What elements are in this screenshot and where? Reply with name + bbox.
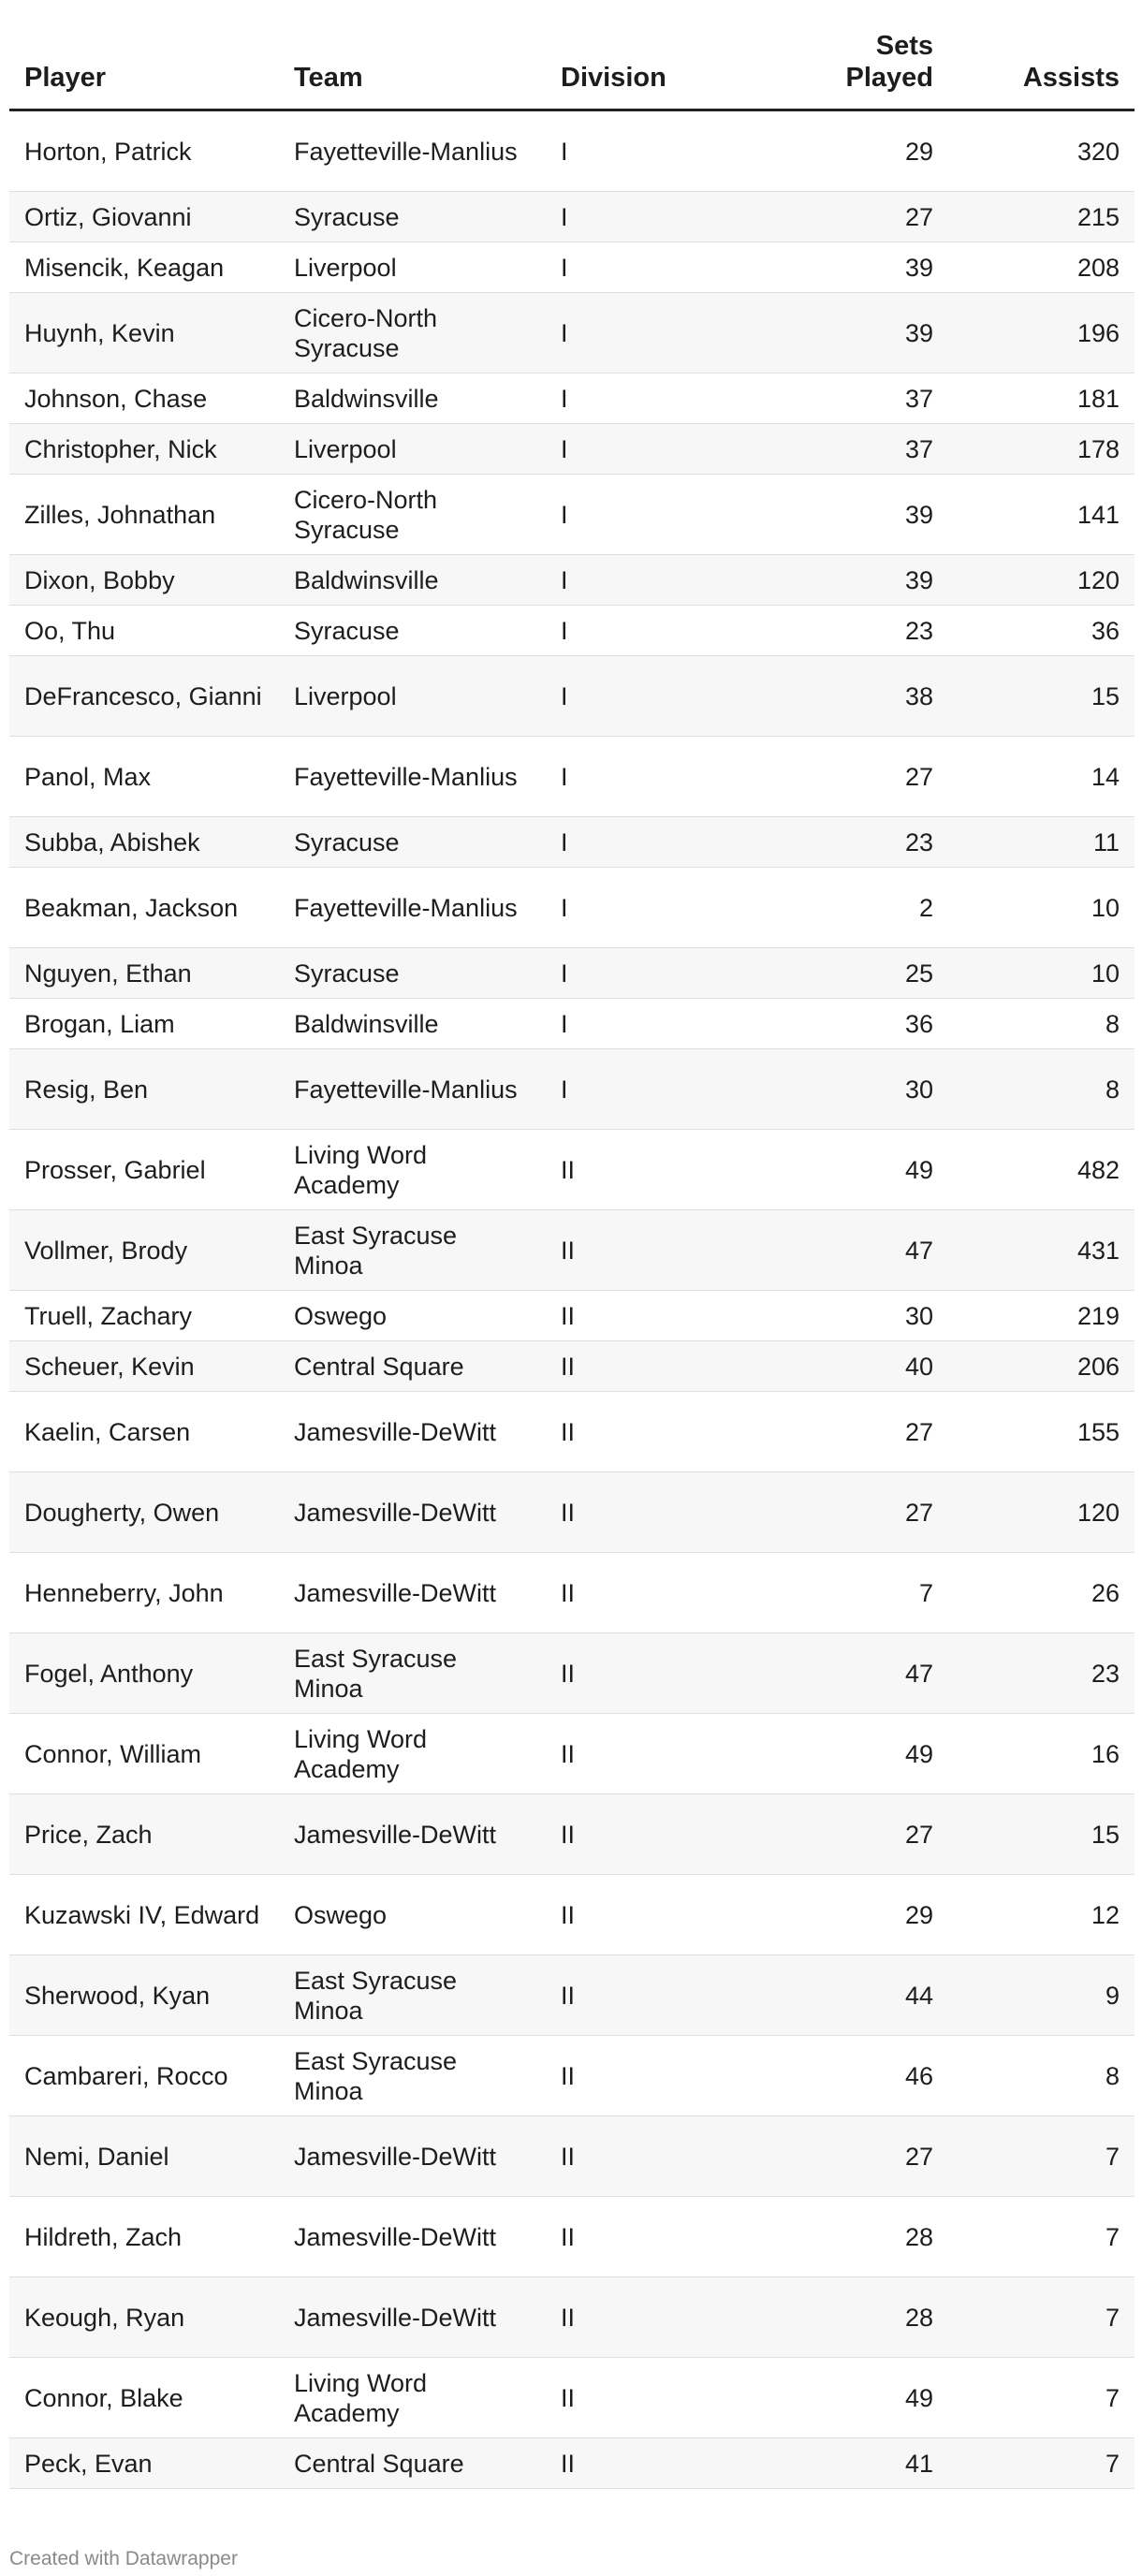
header-sets-played-label: Sets Played [845, 31, 933, 93]
cell-division: II [546, 1875, 761, 1955]
cell-division: I [546, 373, 761, 424]
cell-division: I [546, 293, 761, 373]
table-row [9, 999, 1135, 1049]
table-row [9, 1553, 1135, 1633]
cell-sets-played: 38 [761, 656, 948, 737]
cell-sets-played: 7 [761, 1553, 948, 1633]
cell-sets-played: 27 [761, 1794, 948, 1875]
cell-assists: 10 [948, 948, 1135, 999]
cell-assists: 155 [948, 1392, 1135, 1472]
table-row [9, 868, 1135, 948]
cell-division: I [546, 110, 761, 192]
cell-division: II [546, 1714, 761, 1794]
cell-team: Jamesville-DeWitt [279, 1392, 546, 1472]
cell-player: Kaelin, Carsen [9, 1392, 279, 1472]
cell-assists: 7 [948, 2277, 1135, 2358]
cell-player: Nguyen, Ethan [9, 948, 279, 999]
cell-assists: 15 [948, 1794, 1135, 1875]
cell-player: Dixon, Bobby [9, 555, 279, 606]
cell-team: Cicero-North Syracuse [279, 475, 546, 555]
cell-assists: 7 [948, 2358, 1135, 2438]
table-row [9, 2438, 1135, 2489]
cell-player: Peck, Evan [9, 2438, 279, 2489]
cell-player: Misencik, Keagan [9, 242, 279, 293]
cell-assists: 7 [948, 2116, 1135, 2197]
cell-team: Living Word Academy [279, 1714, 546, 1794]
table-row [9, 1714, 1135, 1794]
cell-sets-played: 29 [761, 1875, 948, 1955]
cell-team: Oswego [279, 1875, 546, 1955]
cell-sets-played: 30 [761, 1291, 948, 1341]
cell-sets-played: 41 [761, 2438, 948, 2489]
cell-player: Keough, Ryan [9, 2277, 279, 2358]
cell-player: Resig, Ben [9, 1049, 279, 1130]
cell-assists: 14 [948, 737, 1135, 817]
cell-division: II [546, 2036, 761, 2116]
cell-division: II [546, 1794, 761, 1875]
cell-division: II [546, 1392, 761, 1472]
cell-team: Jamesville-DeWitt [279, 2116, 546, 2197]
cell-team: Syracuse [279, 817, 546, 868]
cell-team: Liverpool [279, 656, 546, 737]
cell-team: East Syracuse Minoa [279, 1210, 546, 1291]
datawrapper-credit[interactable]: Created with Datawrapper [9, 2548, 238, 2569]
table-row [9, 606, 1135, 656]
table-row [9, 2358, 1135, 2438]
cell-assists: 431 [948, 1210, 1135, 1291]
cell-team: Fayetteville-Manlius [279, 737, 546, 817]
cell-sets-played: 49 [761, 1714, 948, 1794]
cell-team: Syracuse [279, 948, 546, 999]
cell-player: Nemi, Daniel [9, 2116, 279, 2197]
cell-sets-played: 39 [761, 293, 948, 373]
cell-player: Vollmer, Brody [9, 1210, 279, 1291]
cell-team: Syracuse [279, 606, 546, 656]
cell-player: Horton, Patrick [9, 110, 279, 192]
table-row [9, 1794, 1135, 1875]
cell-team: Jamesville-DeWitt [279, 1553, 546, 1633]
table-row [9, 555, 1135, 606]
table-row [9, 1049, 1135, 1130]
table-row [9, 1130, 1135, 1210]
cell-division: I [546, 948, 761, 999]
cell-assists: 11 [948, 817, 1135, 868]
table-row [9, 1955, 1135, 2036]
table-row [9, 656, 1135, 737]
cell-player: Price, Zach [9, 1794, 279, 1875]
header-division[interactable]: Division [546, 28, 761, 110]
cell-player: Kuzawski IV, Edward [9, 1875, 279, 1955]
cell-assists: 219 [948, 1291, 1135, 1341]
cell-division: II [546, 2277, 761, 2358]
cell-assists: 482 [948, 1130, 1135, 1210]
table-row [9, 2277, 1135, 2358]
cell-division: I [546, 555, 761, 606]
table-row [9, 1341, 1135, 1392]
table-row [9, 2116, 1135, 2197]
cell-sets-played: 25 [761, 948, 948, 999]
cell-player: Connor, Blake [9, 2358, 279, 2438]
cell-team: Living Word Academy [279, 2358, 546, 2438]
cell-sets-played: 23 [761, 817, 948, 868]
cell-division: I [546, 242, 761, 293]
cell-sets-played: 27 [761, 1472, 948, 1553]
cell-sets-played: 37 [761, 424, 948, 475]
cell-player: DeFrancesco, Gianni [9, 656, 279, 737]
cell-division: II [546, 1130, 761, 1210]
cell-team: Jamesville-DeWitt [279, 1794, 546, 1875]
cell-team: Baldwinsville [279, 999, 546, 1049]
cell-assists: 9 [948, 1955, 1135, 2036]
cell-division: II [546, 1341, 761, 1392]
table-row [9, 737, 1135, 817]
cell-player: Huynh, Kevin [9, 293, 279, 373]
cell-division: I [546, 606, 761, 656]
cell-team: Liverpool [279, 424, 546, 475]
cell-division: II [546, 1553, 761, 1633]
table-row [9, 1633, 1135, 1714]
header-sets-played[interactable] [761, 28, 948, 110]
cell-team: Syracuse [279, 192, 546, 242]
cell-assists: 16 [948, 1714, 1135, 1794]
cell-player: Hildreth, Zach [9, 2197, 279, 2277]
cell-sets-played: 27 [761, 737, 948, 817]
cell-sets-played: 49 [761, 1130, 948, 1210]
cell-sets-played: 23 [761, 606, 948, 656]
cell-division: II [546, 2116, 761, 2197]
cell-sets-played: 27 [761, 2116, 948, 2197]
cell-team: Liverpool [279, 242, 546, 293]
cell-division: II [546, 1633, 761, 1714]
cell-player: Subba, Abishek [9, 817, 279, 868]
table-row [9, 242, 1135, 293]
table-row [9, 373, 1135, 424]
table-row [9, 475, 1135, 555]
cell-assists: 15 [948, 656, 1135, 737]
cell-player: Oo, Thu [9, 606, 279, 656]
cell-assists: 141 [948, 475, 1135, 555]
cell-sets-played: 27 [761, 192, 948, 242]
cell-assists: 181 [948, 373, 1135, 424]
cell-division: II [546, 1291, 761, 1341]
cell-division: I [546, 999, 761, 1049]
cell-team: Jamesville-DeWitt [279, 2197, 546, 2277]
cell-sets-played: 39 [761, 555, 948, 606]
cell-team: East Syracuse Minoa [279, 1955, 546, 2036]
cell-assists: 208 [948, 242, 1135, 293]
cell-team: Baldwinsville [279, 555, 546, 606]
table-row [9, 110, 1135, 192]
cell-player: Brogan, Liam [9, 999, 279, 1049]
cell-sets-played: 39 [761, 475, 948, 555]
header-assists[interactable]: Assists [948, 28, 1135, 110]
cell-assists: 7 [948, 2438, 1135, 2489]
table-row [9, 2036, 1135, 2116]
cell-player: Johnson, Chase [9, 373, 279, 424]
cell-sets-played: 47 [761, 1633, 948, 1714]
cell-sets-played: 37 [761, 373, 948, 424]
cell-team: Central Square [279, 2438, 546, 2489]
table-row [9, 1875, 1135, 1955]
cell-player: Connor, William [9, 1714, 279, 1794]
cell-assists: 120 [948, 1472, 1135, 1553]
table-row [9, 1472, 1135, 1553]
cell-division: I [546, 868, 761, 948]
cell-sets-played: 30 [761, 1049, 948, 1130]
cell-team: Oswego [279, 1291, 546, 1341]
cell-player: Dougherty, Owen [9, 1472, 279, 1553]
cell-player: Beakman, Jackson [9, 868, 279, 948]
cell-player: Christopher, Nick [9, 424, 279, 475]
cell-sets-played: 39 [761, 242, 948, 293]
cell-team: Cicero-North Syracuse [279, 293, 546, 373]
cell-team: Living Word Academy [279, 1130, 546, 1210]
cell-division: II [546, 2358, 761, 2438]
table-row [9, 192, 1135, 242]
cell-team: East Syracuse Minoa [279, 1633, 546, 1714]
table-row [9, 817, 1135, 868]
cell-player: Zilles, Johnathan [9, 475, 279, 555]
cell-sets-played: 28 [761, 2277, 948, 2358]
table-row [9, 1392, 1135, 1472]
header-row [9, 28, 1135, 110]
cell-division: I [546, 656, 761, 737]
table-body [9, 110, 1135, 2489]
cell-assists: 12 [948, 1875, 1135, 1955]
cell-team: Fayetteville-Manlius [279, 1049, 546, 1130]
cell-player: Panol, Max [9, 737, 279, 817]
cell-player: Cambareri, Rocco [9, 2036, 279, 2116]
header-player[interactable]: Player [9, 28, 279, 110]
table-row [9, 1291, 1135, 1341]
cell-assists: 215 [948, 192, 1135, 242]
cell-player: Truell, Zachary [9, 1291, 279, 1341]
cell-sets-played: 47 [761, 1210, 948, 1291]
cell-player: Fogel, Anthony [9, 1633, 279, 1714]
cell-division: I [546, 817, 761, 868]
header-team[interactable]: Team [279, 28, 546, 110]
cell-assists: 8 [948, 2036, 1135, 2116]
cell-assists: 120 [948, 555, 1135, 606]
cell-assists: 36 [948, 606, 1135, 656]
cell-team: Jamesville-DeWitt [279, 1472, 546, 1553]
cell-team: Central Square [279, 1341, 546, 1392]
cell-sets-played: 44 [761, 1955, 948, 2036]
cell-assists: 26 [948, 1553, 1135, 1633]
cell-assists: 7 [948, 2197, 1135, 2277]
cell-division: I [546, 1049, 761, 1130]
cell-player: Henneberry, John [9, 1553, 279, 1633]
table-row [9, 2197, 1135, 2277]
cell-sets-played: 49 [761, 2358, 948, 2438]
cell-sets-played: 28 [761, 2197, 948, 2277]
cell-team: Fayetteville-Manlius [279, 868, 546, 948]
cell-division: II [546, 2438, 761, 2489]
cell-division: I [546, 424, 761, 475]
table-row [9, 424, 1135, 475]
assists-table [9, 28, 1135, 2489]
cell-sets-played: 36 [761, 999, 948, 1049]
cell-division: II [546, 1955, 761, 2036]
table-row [9, 948, 1135, 999]
cell-sets-played: 40 [761, 1341, 948, 1392]
cell-division: II [546, 1210, 761, 1291]
cell-division: I [546, 737, 761, 817]
cell-division: II [546, 2197, 761, 2277]
cell-team: East Syracuse Minoa [279, 2036, 546, 2116]
cell-sets-played: 29 [761, 110, 948, 192]
cell-player: Sherwood, Kyan [9, 1955, 279, 2036]
cell-division: I [546, 475, 761, 555]
cell-division: II [546, 1472, 761, 1553]
cell-team: Jamesville-DeWitt [279, 2277, 546, 2358]
table-header [9, 28, 1135, 110]
cell-assists: 8 [948, 999, 1135, 1049]
cell-team: Baldwinsville [279, 373, 546, 424]
cell-sets-played: 46 [761, 2036, 948, 2116]
cell-player: Prosser, Gabriel [9, 1130, 279, 1210]
cell-team: Fayetteville-Manlius [279, 110, 546, 192]
cell-assists: 10 [948, 868, 1135, 948]
cell-assists: 8 [948, 1049, 1135, 1130]
cell-assists: 23 [948, 1633, 1135, 1714]
cell-assists: 196 [948, 293, 1135, 373]
cell-sets-played: 27 [761, 1392, 948, 1472]
table-row [9, 1210, 1135, 1291]
cell-player: Ortiz, Giovanni [9, 192, 279, 242]
cell-assists: 178 [948, 424, 1135, 475]
cell-division: I [546, 192, 761, 242]
cell-player: Scheuer, Kevin [9, 1341, 279, 1392]
table-row [9, 293, 1135, 373]
cell-assists: 206 [948, 1341, 1135, 1392]
cell-assists: 320 [948, 110, 1135, 192]
cell-sets-played: 2 [761, 868, 948, 948]
